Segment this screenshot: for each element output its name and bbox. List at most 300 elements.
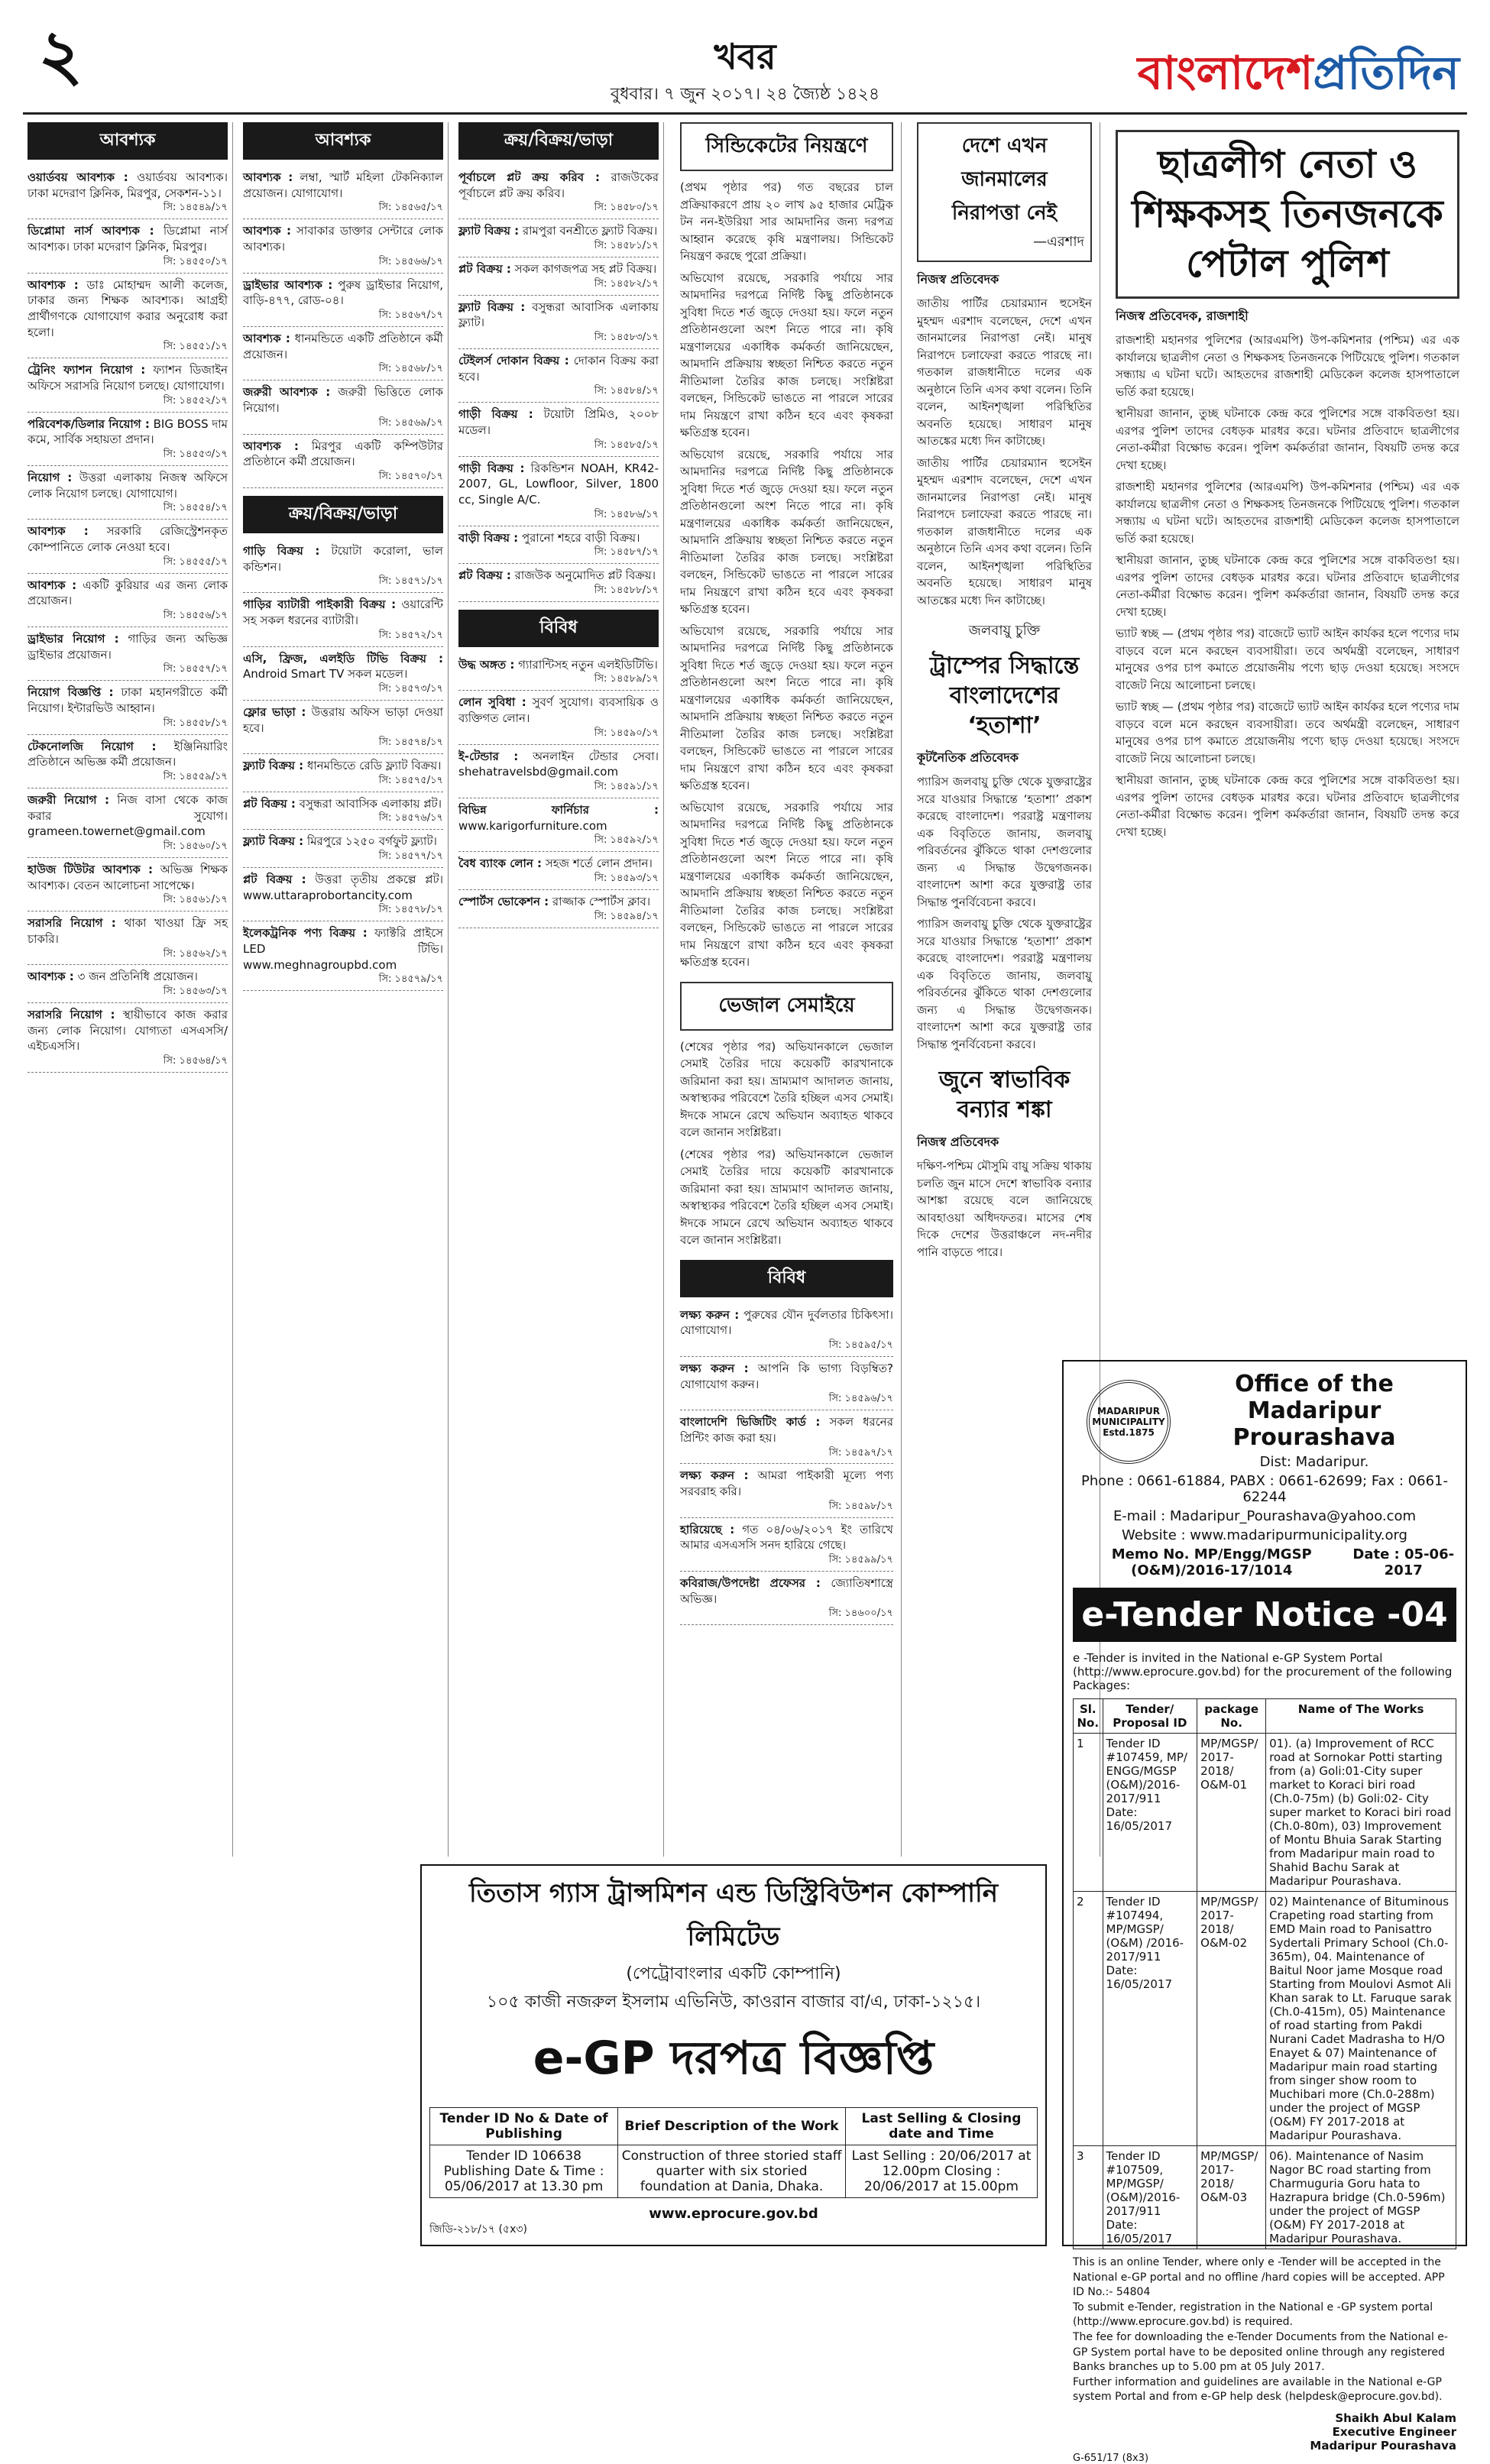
classified-ad bbox=[28, 858, 228, 911]
website-link[interactable]: www.eprocure.gov.bd bbox=[649, 2206, 818, 2222]
table-header: Brief Description of the Work bbox=[618, 2108, 846, 2145]
ad-list bbox=[458, 166, 659, 602]
classified-col-2 bbox=[238, 122, 449, 1857]
classified-ad bbox=[680, 1518, 893, 1572]
article-body bbox=[1116, 332, 1459, 840]
ad-text: ধানমন্ডিতে রেডি ফ্ল্যাট বিক্রয়। bbox=[306, 759, 442, 773]
signatory-name: Shaikh Abul Kalam bbox=[1335, 2411, 1456, 2425]
ad-heading: নিয়োগ বিজ্ঞপ্তি : bbox=[28, 685, 114, 700]
ad-heading: আবশ্যক : bbox=[243, 170, 293, 184]
classified-ad bbox=[458, 257, 659, 296]
email: E-mail : Madaripur_Pourashava@yahoo.com bbox=[1113, 1508, 1417, 1524]
ad-text: স্থায়ীভাবে কাজ করার জন্য লোক নিয়োগ। যোগ্যতা এসএসসি/এইচএসসি। bbox=[28, 1008, 228, 1054]
footnote: Further information and guidelines are available in the National e-GP system Portal and from e-GP help desk (helpdesk@eprocure.gov.bd). bbox=[1073, 2375, 1443, 2404]
signature-block bbox=[1073, 2411, 1456, 2453]
madaripur-tender-notice bbox=[1062, 1360, 1467, 2464]
table-cell: MP/MGSP/ 2017-2018/ O&M-02 bbox=[1197, 1892, 1266, 2146]
ad-heading: আবশ্যক : bbox=[28, 578, 77, 592]
dateline: বুধবার। ৭ জুন ২০১৭। ২৪ জ্যৈষ্ঠ ১৪২৪ bbox=[610, 85, 880, 104]
ad-code: G-651/17 (8x3) bbox=[1073, 2452, 1149, 2464]
ad-text: ওয়ার্ডবয় আবশ্যক। ঢাকা মদেরাণ ক্লিনিক, মিরপুর, সেকশন-১১। bbox=[28, 170, 228, 200]
ad-ref: সি: ১৪৫৮২/১৭ bbox=[594, 277, 659, 290]
ad-heading: জরুরী আবশ্যক : bbox=[243, 385, 331, 400]
classified-ad bbox=[458, 349, 659, 403]
ad-text: সরকারি রেজিস্ট্রেশনকৃত কোম্পানিতে লোক নেওয়া হবে। bbox=[28, 524, 228, 554]
ad-text: ডাঃ মোহাম্মদ আলী কলেজ, ঢাকার জন্য শিক্ষক আবশ্যক। আগ্রহী প্রার্থীগণকে যোগাযোগ করার অনুরোধ করা হলো। bbox=[28, 277, 228, 339]
col-header: ক্রয়/বিক্রয়/ভাড়া bbox=[243, 496, 443, 533]
col-header: ক্রয়/বিক্রয়/ভাড়া bbox=[458, 122, 659, 160]
ad-text: নিজ বাসা থেকে কাজ করার সুযোগ। grameen.towernet@gmail.com bbox=[28, 792, 228, 839]
district: Dist: Madaripur. bbox=[1259, 1454, 1369, 1470]
ad-ref: সি: ১৪৫৯৪/১৭ bbox=[594, 910, 659, 922]
ad-heading: গাড়ী বিক্রয় : bbox=[458, 461, 525, 475]
footnote: The fee for downloading the e-Tender Documents from the National e-GP System portal have to be deposited online through any registered Banks branches up to 5.00 pm at 05 July 2017. bbox=[1073, 2330, 1448, 2374]
classified-ad bbox=[28, 965, 228, 1003]
article-paragraph: জাতীয় পার্টির চেয়ারম্যান হুসেইন মুহম্মদ এরশাদ বলেছেন, দেশে এখন জানমালের নিরাপত্তা নেই। মানুষ নিরাপদে চলাফেরা করতে পারছে না। গতকাল রাজধানীতে দলের এক অনুষ্ঠানে তিনি এসব কথা বলেন। তিনি বলেন, আইনশৃঙ্খলা পরিস্থিতির অবনতি হয়েছে। সাধারণ মানুষ আতঙ্কের মধ্যে দিন কাটাচ্ছে। bbox=[917, 296, 1092, 448]
table-cell: Tender ID #107509, MP/MGSP/ (O&M)/2016-2017/911 Date: 16/05/2017 bbox=[1103, 2146, 1197, 2249]
byline: কূটনৈতিক প্রতিবেদক bbox=[917, 750, 1019, 765]
ad-text: ৩ জন প্রতিনিধি প্রয়োজন। bbox=[77, 970, 198, 984]
memo-line bbox=[1073, 1546, 1456, 1578]
ad-text: টয়োটা প্রিমিও, ২০০৮ মডেল। bbox=[458, 407, 659, 437]
notice-intro: e -Tender is invited in the National e-GP System Portal (http://www.eprocure.gov.bd) for the procurement of the following Packages: bbox=[1073, 1651, 1453, 1692]
ad-ref: সি: ১৪৫৫৩/১৭ bbox=[163, 448, 228, 460]
tender-footnotes bbox=[1073, 2255, 1456, 2405]
ad-heading: ফ্ল্যাট বিক্রয় : bbox=[243, 834, 304, 849]
ad-heading: কবিরাজ/উপদেষ্টা প্রফেসর : bbox=[680, 1576, 821, 1591]
ad-text: ইঞ্জিনিয়ারিং প্রতিষ্ঠানে অভিজ্ঞ কর্মী প্রয়োজন। bbox=[28, 739, 228, 769]
ad-ref: সি: ১৪৫৮০/১৭ bbox=[594, 202, 659, 214]
article-paragraph: অভিযোগ রয়েছে, সরকারি পর্যায়ে সার আমদানির দরপত্রে নির্দিষ্ট কিছু প্রতিষ্ঠানকে সুবিধা দিতে শর্ত জুড়ে দেওয়া হয়। ফলে নতুন প্রতিষ্ঠানগুলো অংশ নিতে পারে না। কৃষি মন্ত্রণালয়ের একাধিক কর্মকর্তা জানিয়েছেন, আমদানি প্রক্রিয়ায় স্বচ্ছতা নিশ্চিত করতে নতুন নীতিমালা তৈরির কাজ চলছে। সংশ্লিষ্টরা বলছেন, সিন্ডিকেট ভাঙতে না পারলে সারের দাম নিয়ন্ত্রণে রাখা কঠিন হবে এবং কৃষকরা ক্ষতিগ্রস্ত হবেন। bbox=[680, 270, 893, 439]
ad-heading: ওয়ার্ডবয় আবশ্যক : bbox=[28, 170, 128, 184]
ad-heading: ফ্ল্যাট বিক্রয় : bbox=[458, 224, 520, 238]
classified-ad bbox=[28, 1003, 228, 1073]
article-paragraph: দক্ষিণ-পশ্চিম মৌসুমি বায়ু সক্রিয় থাকায় চলতি জুন মাসে দেশে স্বাভাবিক বন্যার আশঙ্কা রয়েছে বলে জানিয়েছে আবহাওয়া অধিদফতর। মাসের শেষ দিকে দেশের উত্তরাঞ্চলে নদ-নদীর পানি বাড়তে পারে। bbox=[917, 1159, 1092, 1259]
section-title: খবর bbox=[714, 36, 776, 77]
ad-ref: সি: ১৪৫৬১/১৭ bbox=[163, 894, 228, 906]
ad-ref: সি: ১৪৫৯৫/১৭ bbox=[828, 1339, 893, 1351]
ad-heading: হারিয়েছে : bbox=[680, 1522, 735, 1536]
byline: নিজস্ব প্রতিবেদক, রাজশাহী bbox=[1116, 309, 1249, 323]
classified-ad bbox=[28, 681, 228, 734]
ad-text: সকল ধরনের প্রিন্টিং কাজ করা হয়। bbox=[680, 1415, 893, 1445]
classified-ad bbox=[458, 403, 659, 456]
ad-ref: সি: ১৪৫৭৪/১৭ bbox=[378, 737, 443, 749]
ad-ref: সি: ১৪৫৭৭/১৭ bbox=[378, 850, 443, 863]
table-cell: 02) Maintenance of Bituminous Crapeting road starting from EMD Main road to Panisattro Sydertali Primary School (Ch.0-365m), 04. Maintenance of Baitul Noor jame Mosque road Starting from Moulovi Asmot Ali Khan sarak to Lt. Faruque sarak (Ch.0-415m), 05) Maintenance of road starting from Pakdi Nurani Cadet Madrasha to H/O Enayet & 07) Maintenance of Madaripur main road starting from singer show room to Muchibari more (Ch.0-288m) under the project of MGSP (O&M) FY 2017-2018 at Madaripur Pourashava. bbox=[1266, 1892, 1456, 2146]
article-body bbox=[680, 179, 893, 971]
ad-heading: ইলেকট্রনিক পণ্য বিক্রয় : bbox=[243, 926, 368, 941]
kicker: জলবায়ু চুক্তি bbox=[968, 623, 1041, 639]
ad-ref: সি: ১৪৫৬৩/১৭ bbox=[163, 986, 228, 998]
classified-ad bbox=[680, 1303, 893, 1357]
ad-ref: সি: ১৪৫৯২/১৭ bbox=[594, 834, 659, 847]
lead-headline: ছাত্রলীগ নেতা ও শিক্ষকসহ তিনজনকে পেটাল পুলিশ bbox=[1116, 130, 1459, 299]
table-header: Sl. No. bbox=[1074, 1699, 1103, 1734]
egp-title: e-GP দরপত্র বিজ্ঞপ্তি bbox=[533, 2032, 934, 2085]
ad-text: থাকা খাওয়া ফ্রি সহ চাকরি। bbox=[28, 916, 228, 946]
ad-list bbox=[243, 166, 443, 488]
classified-ad bbox=[458, 219, 659, 257]
ad-text: বসুন্ধরা আবাসিক এলাকায় ফ্ল্যাট। bbox=[458, 300, 659, 330]
classified-ad bbox=[458, 890, 659, 928]
classified-ad bbox=[243, 219, 443, 273]
table-cell: 2 bbox=[1074, 1892, 1103, 2146]
classified-ad bbox=[458, 691, 659, 744]
table-cell: MP/MGSP/ 2017-2018/ O&M-03 bbox=[1197, 2146, 1266, 2249]
ad-text: গাড়ির জন্য অভিজ্ঞ ড্রাইভার প্রয়োজন। bbox=[28, 631, 228, 662]
classified-ad bbox=[680, 1410, 893, 1464]
classified-ad bbox=[28, 219, 228, 273]
ad-heading: ফ্ল্যাট বিক্রয় : bbox=[458, 300, 526, 314]
table-header: Last Selling & Closing date and Time bbox=[845, 2108, 1037, 2145]
classified-ad bbox=[28, 520, 228, 573]
ad-ref: সি: ১৪৬০০/১৭ bbox=[828, 1608, 893, 1620]
ad-heading: বৈধ ব্যাংক লোন : bbox=[458, 856, 543, 871]
ad-ref: সি: ১৪৫৫২/১৭ bbox=[163, 394, 228, 406]
ad-heading: লক্ষ্য করুন : bbox=[680, 1307, 740, 1322]
article-paragraph: স্থানীয়রা জানান, তুচ্ছ ঘটনাকে কেন্দ্র করে পুলিশের সঙ্গে বাকবিতণ্ডা হয়। এরপর পুলিশ তাদের বেধড়ক মারধর করে। ঘটনার প্রতিবাদে ছাত্রলীগের নেতা-কর্মীরা বিক্ষোভ করেন। পুলিশ কর্মকর্তারা জানান, বিষয়টি তদন্ত করে দেখা হচ্ছে। bbox=[1116, 773, 1459, 839]
ad-text: মিরপুর একটি কম্পিউটার প্রতিষ্ঠানে কর্মী প্রয়োজন। bbox=[243, 439, 443, 469]
classified-ad bbox=[458, 526, 659, 565]
ad-heading: এসি, ফ্রিজ, এলইডি টিভি বিক্রয় : bbox=[243, 651, 443, 665]
masthead bbox=[23, 15, 1467, 115]
article-title: সিন্ডিকেটের নিয়ন্ত্রণে bbox=[680, 122, 893, 171]
ad-heading: নিয়োগ : bbox=[28, 470, 73, 484]
article-paragraph: স্থানীয়রা জানান, তুচ্ছ ঘটনাকে কেন্দ্র করে পুলিশের সঙ্গে বাকবিতণ্ডা হয়। এরপর পুলিশ তাদের বেধড়ক মারধর করে। ঘটনার প্রতিবাদে ছাত্রলীগের নেতা-কর্মীরা বিক্ষোভ করেন। পুলিশ কর্মকর্তারা জানান, বিষয়টি তদন্ত করে দেখা হচ্ছে। bbox=[1116, 553, 1459, 619]
ad-heading: আবশ্যক : bbox=[28, 277, 79, 292]
page-number: ২ bbox=[38, 15, 83, 96]
ad-ref: সি: ১৪৫৮৮/১৭ bbox=[594, 584, 659, 596]
classified-ad bbox=[243, 921, 443, 991]
ad-heading: পূর্বাচলে প্লট ক্রয় করিব : bbox=[458, 170, 601, 184]
ad-heading: ফ্ল্যাট বিক্রয় : bbox=[243, 759, 304, 773]
ad-text: রাজ্জাক স্পোর্টস ক্লাব। bbox=[552, 894, 651, 908]
article-paragraph: অভিযোগ রয়েছে, সরকারি পর্যায়ে সার আমদানির দরপত্রে নির্দিষ্ট কিছু প্রতিষ্ঠানকে সুবিধা দিতে শর্ত জুড়ে দেওয়া হয়। ফলে নতুন প্রতিষ্ঠানগুলো অংশ নিতে পারে না। কৃষি মন্ত্রণালয়ের একাধিক কর্মকর্তা জানিয়েছেন, আমদানি প্রক্রিয়ায় স্বচ্ছতা নিশ্চিত করতে নতুন নীতিমালা তৈরির কাজ চলছে। সংশ্লিষ্টরা বলছেন, সিন্ডিকেট ভাঙতে না পারলে সারের দাম নিয়ন্ত্রণে রাখা কঠিন হবে এবং কৃষকরা ক্ষতিগ্রস্ত হবেন। bbox=[680, 447, 893, 616]
classified-ad bbox=[458, 296, 659, 349]
ad-text: টয়োটা করোলা, ভাল কন্ডিশন। bbox=[243, 543, 443, 574]
ad-text: রামপুরা বনশ্রীতে ফ্ল্যাট বিক্রয়। bbox=[522, 224, 658, 238]
ad-text: জরুরী ভিত্তিতে লোক নিয়োগ। bbox=[243, 385, 443, 415]
table-row bbox=[430, 2145, 1038, 2198]
ad-text: অভিজ্ঞ শিক্ষক আবশ্যক। বেতন আলোচনা সাপেক্ষে। bbox=[28, 862, 228, 892]
ad-text: ধানমন্ডিতে একটি প্রতিষ্ঠানে কর্মী প্রয়োজন। bbox=[243, 331, 443, 361]
table-cell: Construction of three storied staff quarter with six storied foundation at Dania, Dhaka. bbox=[618, 2145, 846, 2198]
ad-ref: সি: ১৪৫৭৩/১৭ bbox=[378, 682, 443, 695]
ad-ref: সি: ১৪৫৫৪/১৭ bbox=[163, 502, 228, 514]
ad-text: আপনি কি ভাগ্য বিড়ম্বিত? যোগাযোগ করুন। bbox=[680, 1361, 893, 1391]
article-paragraph: প্যারিস জলবায়ু চুক্তি থেকে যুক্তরাষ্ট্রের সরে যাওয়ার সিদ্ধান্তে ‘হতাশা’ প্রকাশ করেছে বাংলাদেশ। পররাষ্ট্র মন্ত্রণালয় এক বিবৃতিতে জানায়, জলবায়ু পরিবর্তনের ঝুঁকিতে থাকা দেশগুলোর জন্য এ সিদ্ধান্ত উদ্বেগজনক। বাংলাদেশ আশা করে যুক্তরাষ্ট্র তার সিদ্ধান্ত পুনর্বিবেচনা করবে। bbox=[917, 917, 1092, 1051]
ad-heading: বাংলাদেশি ভিজিটিং কার্ড : bbox=[680, 1415, 821, 1430]
ad-ref: সি: ১৪৫৬২/১৭ bbox=[163, 947, 228, 960]
article-paragraph: (শেষের পৃষ্ঠার পর) অভিযানকালে ভেজাল সেমাই তৈরির দায়ে কয়েকটি কারখানাকে জরিমানা করা হয়। ভ্রাম্যমাণ আদালত জানায়, অস্বাস্থ্যকর পরিবেশে তৈরি হচ্ছিল এসব সেমাই। ঈদকে সামনে রেখে অভিযান অব্যাহত থাকবে বলে জানান সংশ্লিষ্টরা। bbox=[680, 1147, 893, 1247]
ad-heading: লোন সুবিধা : bbox=[458, 695, 526, 710]
article-paragraph: স্থানীয়রা জানান, তুচ্ছ ঘটনাকে কেন্দ্র করে পুলিশের সঙ্গে বাকবিতণ্ডা হয়। এরপর পুলিশ তাদের বেধড়ক মারধর করে। ঘটনার প্রতিবাদে ছাত্রলীগের নেতা-কর্মীরা বিক্ষোভ করেন। পুলিশ কর্মকর্তারা জানান, বিষয়টি তদন্ত করে দেখা হচ্ছে। bbox=[1116, 406, 1459, 472]
lead-article bbox=[1108, 122, 1467, 1352]
ad-ref: সি: ১৪৫৯৩/১৭ bbox=[594, 873, 659, 884]
ad-code: জিডি-২১৮/১৭ (৫x৩) bbox=[429, 2223, 527, 2236]
classified-ad bbox=[243, 792, 443, 831]
classified-ad bbox=[28, 413, 228, 466]
ad-heading: প্লট বিক্রয় : bbox=[243, 873, 306, 886]
company-sub: (পেট্রোবাংলার একটি কোম্পানি) bbox=[626, 1964, 841, 1983]
ad-text: লম্বা, স্মার্ট মহিলা টেকনিক্যাল প্রয়োজন। যোগাযোগ। bbox=[243, 170, 443, 200]
egp-table bbox=[429, 2107, 1038, 2198]
classified-ad bbox=[243, 868, 443, 921]
ad-heading: গাড়ী বিক্রয় : bbox=[458, 407, 533, 422]
classified-ad bbox=[243, 754, 443, 792]
classified-ad bbox=[28, 274, 228, 359]
ad-ref: সি: ১৪৫৫৭/১৭ bbox=[163, 663, 228, 675]
ad-heading: টেইলর্স দোকান বিক্রয় : bbox=[458, 353, 569, 367]
classified-ad bbox=[28, 911, 228, 965]
classified-ad bbox=[28, 574, 228, 627]
notice-title: e-Tender Notice -04 bbox=[1073, 1588, 1456, 1642]
ad-text: বসুন্ধরা আবাসিক এলাকায় প্লট। bbox=[299, 796, 442, 811]
ad-ref: সি: ১৪৫৬৫/১৭ bbox=[378, 202, 443, 214]
footnote: To submit e-Tender, registration in the National e -GP system portal (http://www.eprocure.gov.bd) is required. bbox=[1073, 2300, 1433, 2329]
classified-ad bbox=[28, 166, 228, 219]
ad-heading: গাড়ি বিক্রয় : bbox=[243, 543, 320, 558]
ad-heading: ড্রাইভার আবশ্যক : bbox=[243, 277, 333, 292]
memo-date: Date : 05-06-2017 bbox=[1352, 1546, 1455, 1578]
ad-heading: ই-টেন্ডার : bbox=[458, 749, 519, 763]
ad-text: একটি কুরিয়ার এর জন্য লোক প্রয়োজন। bbox=[28, 578, 228, 608]
ad-ref: সি: ১৪৫৮৬/১৭ bbox=[594, 508, 659, 520]
ad-ref: সি: ১৪৫৯০/১৭ bbox=[594, 727, 659, 739]
col-header: আবশ্যক bbox=[243, 122, 443, 160]
classified-ad bbox=[28, 358, 228, 412]
ad-heading: টেকনোলজি নিয়োগ : bbox=[28, 739, 157, 753]
ad-ref: সি: ১৪৫৬৯/১৭ bbox=[378, 416, 443, 429]
ad-text: সকল কাগজপত্র সহ প্লট বিক্রয়। bbox=[514, 261, 657, 276]
classified-ad bbox=[458, 166, 659, 219]
ad-ref: সি: ১৪৫৯৭/১৭ bbox=[828, 1446, 893, 1459]
table-cell: Tender ID #107494, MP/MGSP/ (O&M) /2016-2017/911 Date: 16/05/2017 bbox=[1103, 1892, 1197, 2146]
footnote: This is an online Tender, where only e -Tender will be accepted in the National e-GP portal and no offline /hard copies will be accepted. APP ID No.:- 54804 bbox=[1073, 2256, 1445, 2299]
ad-ref: সি: ১৪৫৮১/১৭ bbox=[594, 240, 659, 251]
classified-ad bbox=[458, 564, 659, 602]
ad-text: দোকান বিক্রয় করা হবে। bbox=[458, 353, 659, 384]
ad-heading: প্লট বিক্রয় : bbox=[243, 796, 296, 811]
ad-heading: আবশ্যক : bbox=[28, 524, 89, 539]
ad-ref: সি: ১৪৫৭৫/১৭ bbox=[378, 774, 443, 786]
ad-text: গত ০৪/০৬/২০১৭ ইং তারিখে আমার এসএসসি সনদ হারিয়ে গেছে। bbox=[680, 1522, 893, 1553]
ad-heading: উদ্ধ অঙ্গত : bbox=[458, 657, 515, 672]
article-body bbox=[917, 773, 1092, 1053]
website: Website : www.madaripurmunicipality.org bbox=[1122, 1527, 1407, 1543]
ad-ref: সি: ১৪৫৭৬/১৭ bbox=[378, 812, 443, 824]
ad-list bbox=[458, 653, 659, 928]
brand-part-a: বাংলাদেশ bbox=[1137, 47, 1313, 100]
ad-text: গ্যারান্টিসহ নতুন এলইডিটিভি। bbox=[518, 657, 658, 672]
ad-ref: সি: ১৪৫৯৯/১৭ bbox=[828, 1554, 893, 1566]
table-row bbox=[1074, 1734, 1456, 1892]
ad-text: ডিপ্লোমা নার্স আবশ্যক। ঢাকা মদেরাণ ক্লিনিক, মিরপুর। bbox=[28, 224, 228, 254]
table-cell: Tender ID #107459, MP/ ENGG/MGSP (O&M)/2016-2017/911 Date: 16/05/2017 bbox=[1103, 1734, 1197, 1892]
ad-heading: আবশ্যক : bbox=[243, 439, 299, 453]
article-paragraph: অভিযোগ রয়েছে, সরকারি পর্যায়ে সার আমদানির দরপত্রে নির্দিষ্ট কিছু প্রতিষ্ঠানকে সুবিধা দিতে শর্ত জুড়ে দেওয়া হয়। ফলে নতুন প্রতিষ্ঠানগুলো অংশ নিতে পারে না। কৃষি মন্ত্রণালয়ের একাধিক কর্মকর্তা জানিয়েছেন, আমদানি প্রক্রিয়ায় স্বচ্ছতা নিশ্চিত করতে নতুন নীতিমালা তৈরির কাজ চলছে। সংশ্লিষ্টরা বলছেন, সিন্ডিকেট ভাঙতে না পারলে সারের দাম নিয়ন্ত্রণে রাখা কঠিন হবে এবং কৃষকরা ক্ষতিগ্রস্ত হবেন। bbox=[680, 800, 893, 969]
ad-ref: সি: ১৪৫৮৭/১৭ bbox=[594, 546, 659, 559]
brand-part-b: প্রতিদিন bbox=[1313, 47, 1459, 100]
signatory-title: Executive Engineer bbox=[1332, 2424, 1456, 2439]
company-name: তিতাস গ্যাস ট্রান্সমিশন এন্ড ডিস্ট্রিবিউশন কোম্পানি লিমিটেড bbox=[468, 1878, 998, 1952]
classified-ad bbox=[28, 466, 228, 520]
ad-text: রাজউকের পূর্বাচলে প্লট ক্রয় করিব। bbox=[458, 170, 659, 200]
ad-heading: ট্রেনিং ফ্যাশন নিয়োগ : bbox=[28, 363, 146, 377]
classified-ad bbox=[458, 852, 659, 890]
ad-ref: সি: ১৪৫৮৫/১৭ bbox=[594, 439, 659, 451]
ad-text: উত্তরা এলাকায় নিজস্ব অফিসে লোক নিয়োগ চলছে। যোগাযোগ। bbox=[28, 470, 228, 500]
ad-ref: সি: ১৪৫৮৯/১৭ bbox=[594, 673, 659, 685]
article-paragraph: প্যারিস জলবায়ু চুক্তি থেকে যুক্তরাষ্ট্রের সরে যাওয়ার সিদ্ধান্তে ‘হতাশা’ প্রকাশ করেছে বাংলাদেশ। পররাষ্ট্র মন্ত্রণালয় এক বিবৃতিতে জানায়, জলবায়ু পরিবর্তনের ঝুঁকিতে থাকা দেশগুলোর জন্য এ সিদ্ধান্ত উদ্বেগজনক। বাংলাদেশ আশা করে যুক্তরাষ্ট্র তার সিদ্ধান্ত পুনর্বিবেচনা করবে। bbox=[917, 775, 1092, 909]
ad-ref: সি: ১৪৫৫৮/১৭ bbox=[163, 717, 228, 729]
article-paragraph: অভিযোগ রয়েছে, সরকারি পর্যায়ে সার আমদানির দরপত্রে নির্দিষ্ট কিছু প্রতিষ্ঠানকে সুবিধা দিতে শর্ত জুড়ে দেওয়া হয়। ফলে নতুন প্রতিষ্ঠানগুলো অংশ নিতে পারে না। কৃষি মন্ত্রণালয়ের একাধিক কর্মকর্তা জানিয়েছেন, আমদানি প্রক্রিয়ায় স্বচ্ছতা নিশ্চিত করতে নতুন নীতিমালা তৈরির কাজ চলছে। সংশ্লিষ্টরা বলছেন, সিন্ডিকেট ভাঙতে না পারলে সারের দাম নিয়ন্ত্রণে রাখা কঠিন হবে এবং কৃষকরা ক্ষতিগ্রস্ত হবেন। bbox=[680, 623, 893, 792]
classified-col-3 bbox=[454, 122, 664, 1857]
ad-text: অনলাইন টেন্ডার সেবা। shehatravelsbd@gmail.com bbox=[458, 749, 659, 779]
table-row bbox=[1074, 2146, 1456, 2249]
article-paragraph: জাতীয় পার্টির চেয়ারম্যান হুসেইন মুহম্মদ এরশাদ বলেছেন, দেশে এখন জানমালের নিরাপত্তা নেই। মানুষ নিরাপদে চলাফেরা করতে পারছে না। গতকাল রাজধানীতে দলের এক অনুষ্ঠানে তিনি এসব কথা বলেন। তিনি বলেন, আইনশৃঙ্খলা পরিস্থিতির অবনতি হয়েছে। সাধারণ মানুষ আতঙ্কের মধ্যে দিন কাটাচ্ছে। bbox=[917, 455, 1092, 607]
ad-ref: সি: ১৪৫৬০/১৭ bbox=[163, 840, 228, 852]
classified-col-1 bbox=[23, 122, 233, 1857]
syndicate-article bbox=[672, 122, 902, 1857]
ad-ref: সি: ১৪৫৪৯/১৭ bbox=[163, 202, 228, 214]
municipality-seal-icon: MADARIPUR MUNICIPALITY Estd.1875 bbox=[1087, 1380, 1171, 1464]
col-header: বিবিধ bbox=[680, 1260, 893, 1297]
ad-text: পুরুষের যৌন দুর্বলতার চিকিৎসা। যোগাযোগ। bbox=[680, 1307, 893, 1338]
col-header: বিবিধ bbox=[458, 610, 659, 647]
classified-ad bbox=[243, 435, 443, 488]
ad-heading: লক্ষ্য করুন : bbox=[680, 1468, 749, 1483]
ad-heading: পরিবেশক/ডিলার নিয়োগ : bbox=[28, 416, 150, 431]
col-header: আবশ্যক bbox=[28, 122, 228, 160]
ad-text: রাজউক অনুমোদিত প্লট বিক্রয়। bbox=[514, 568, 656, 583]
ad-ref: সি: ১৪৫৯৬/১৭ bbox=[828, 1393, 893, 1405]
ad-text: আমরা পাইকারী মূল্যে পণ্য সরবরাহ করি। bbox=[680, 1468, 893, 1499]
ad-ref: সি: ১৪৫৯১/১৭ bbox=[594, 781, 659, 793]
company-address: ১০৫ কাজী নজরুল ইসলাম এভিনিউ, কাওরান বাজার বা/এ, ঢাকা-১২১৫। bbox=[486, 1993, 981, 2012]
titas-egp-ad bbox=[420, 1864, 1047, 2246]
ad-heading: সরাসরি নিয়োগ : bbox=[28, 916, 116, 931]
ad-text: ঢাকা মহানগরীতে কর্মী নিয়োগ। ইন্টারভিউ আহ্বান। bbox=[28, 685, 228, 715]
ad-ref: সি: ১৪৫৭৮/১৭ bbox=[378, 904, 443, 916]
classified-ad bbox=[243, 380, 443, 434]
table-header: package No. bbox=[1197, 1699, 1266, 1734]
ad-text: জ্যোতিষশাস্ত্রে অভিজ্ঞ। bbox=[680, 1576, 893, 1606]
classified-section bbox=[23, 122, 665, 1857]
ad-heading: প্লট বিক্রয় : bbox=[458, 261, 511, 276]
classified-ad bbox=[243, 593, 443, 646]
ad-list bbox=[243, 539, 443, 991]
classified-ad bbox=[28, 627, 228, 681]
signatory-org: Madaripur Pourashava bbox=[1310, 2438, 1456, 2453]
ad-heading: সরাসরি নিয়োগ : bbox=[28, 1008, 115, 1022]
brand-logo bbox=[1138, 38, 1459, 115]
table-row bbox=[1074, 1892, 1456, 2146]
tender-table bbox=[1073, 1698, 1456, 2249]
headline: জুনে স্বাভাবিক বন্যার শঙ্কা bbox=[938, 1067, 1071, 1123]
ad-ref: সি: ১৪৫৫৫/১৭ bbox=[163, 555, 228, 568]
table-cell: 01). (a) Improvement of RCC road at Sornokar Potti starting from (a) Goli:01-City super market to Koraci biri road (Ch.0-75m) (b) Goli:02- City super market to Koraci biri road (Ch.0-80m), 03) Improvement of Montu Bhuia Sarak Starting from Madaripur main road to Shahid Bachu Sarak at Madaripur Pourashava. bbox=[1266, 1734, 1456, 1892]
ad-ref: সি: ১৪৫৫০/১৭ bbox=[163, 255, 228, 267]
classified-ad bbox=[243, 647, 443, 701]
ad-ref: সি: ১৪৫৭০/১৭ bbox=[378, 470, 443, 482]
ad-ref: সি: ১৪৫৬৬/১৭ bbox=[378, 255, 443, 267]
article-paragraph: রাজশাহী মহানগর পুলিশের (আরএমপি) উপ-কমিশনার (পশ্চিম) এর এক কার্যালয়ে ছাত্রলীগ নেতা ও শিক্ষকসহ তিনজনকে পিটিয়েছে পুলিশ। গতকাল সন্ধ্যায় এ ঘটনা ঘটে। আহতদের রাজশাহী মেডিকেল কলেজ হাসপাতালে ভর্তি করা হয়েছে। bbox=[1116, 480, 1459, 546]
classified-ad bbox=[458, 798, 659, 852]
table-cell: Last Selling : 20/06/2017 at 12.00pm Closing : 20/06/2017 at 15.00pm bbox=[845, 2145, 1037, 2198]
ad-text: সুবর্ণ সুযোগ। ব্যবসায়িক ও ব্যক্তিগত লোন। bbox=[458, 695, 659, 726]
table-cell: 06). Maintenance of Nasim Nagor BC road starting from Charmuguria Goru hata to Hazrapura bridge (Ch.0-596m) under the project of MGSP (O&M) FY 2017-2018 at Madaripur Pourashava. bbox=[1266, 2146, 1456, 2249]
ad-heading: বাড়ী বিক্রয় : bbox=[458, 530, 519, 545]
classified-ad bbox=[458, 745, 659, 798]
ad-ref: সি: ১৪৫৭৯/১৭ bbox=[378, 973, 443, 986]
classified-ad bbox=[243, 166, 443, 219]
ad-text: পুরানো শহরে বাড়ী বিক্রয়। bbox=[521, 530, 640, 545]
ad-ref: সি: ১৪৫৬৭/১৭ bbox=[378, 309, 443, 321]
ad-text: www.karigorfurniture.com bbox=[458, 818, 607, 833]
ad-text: উত্তরা তৃতীয় প্রকল্পে প্লট। www.uttaraprobortancity.com bbox=[243, 873, 443, 902]
table-header: Tender/ Proposal ID bbox=[1103, 1699, 1197, 1734]
ad-heading: আবশ্যক : bbox=[243, 224, 291, 238]
ad-heading: বিভিন্ন ফার্নিচার : bbox=[458, 803, 659, 817]
article-title bbox=[917, 122, 1092, 262]
ad-heading: লক্ষ্য করুন : bbox=[680, 1361, 749, 1375]
ad-text: ফ্যাশন ডিজাইন অফিসে সরাসরি নিয়োগ চলছে। যোগাযোগ। bbox=[28, 363, 228, 393]
office-name: Office of the Madaripur Prourashava bbox=[1232, 1371, 1396, 1451]
classified-ad bbox=[680, 1464, 893, 1517]
ad-ref: সি: ১৪৫৮৪/১৭ bbox=[594, 385, 659, 397]
article-body bbox=[917, 1158, 1092, 1261]
ad-heading: গাড়ির ব্যাটারী পাইকারী বিক্রয় : bbox=[243, 597, 397, 612]
phone: Phone : 0661-61884, PABX : 0661-62699; Fax : 0661-62244 bbox=[1080, 1473, 1449, 1505]
ad-ref: সি: ১৪৫৫১/১৭ bbox=[163, 341, 228, 353]
ad-heading: ফ্লোর ভাড়া : bbox=[243, 704, 306, 719]
classified-ad bbox=[458, 653, 659, 691]
ad-text: ওয়ারেন্টি সহ সকল ধরনের ব্যাটারী। bbox=[243, 597, 443, 627]
classified-ad bbox=[680, 1357, 893, 1410]
ad-text: ফ্যাক্টরি প্রাইসে LED টিভি। www.meghnagroupbd.com bbox=[243, 926, 443, 972]
ad-heading: ড্রাইভার নিয়োগ : bbox=[28, 631, 119, 646]
headline: দেশে এখন জানমালের নিরাপত্তা নেই bbox=[951, 134, 1058, 225]
byline: নিজস্ব প্রতিবেদক bbox=[917, 1135, 999, 1149]
ad-text: Android Smart TV সকল মডেল। bbox=[243, 667, 408, 682]
table-cell: MP/MGSP/ 2017-2018/ O&M-01 bbox=[1197, 1734, 1266, 1892]
classified-ad bbox=[458, 457, 659, 526]
ad-ref: সি: ১৪৫৬৪/১৭ bbox=[163, 1055, 228, 1067]
ad-heading: আবশ্যক : bbox=[28, 970, 74, 984]
ad-heading: স্পোর্টস ভোকেশন : bbox=[458, 894, 549, 908]
classified-ad bbox=[243, 830, 443, 868]
article-paragraph: রাজশাহী মহানগর পুলিশের (আরএমপি) উপ-কমিশনার (পশ্চিম) এর এক কার্যালয়ে ছাত্রলীগ নেতা ও শিক্ষকসহ তিনজনকে পিটিয়েছে পুলিশ। গতকাল সন্ধ্যায় এ ঘটনা ঘটে। আহতদের রাজশাহী মেডিকেল কলেজ হাসপাতালে ভর্তি করা হয়েছে। bbox=[1116, 333, 1459, 399]
table-cell: 1 bbox=[1074, 1734, 1103, 1892]
article-body bbox=[680, 1038, 893, 1249]
ad-heading: আবশ্যক : bbox=[243, 331, 290, 345]
article-lead: (প্রথম পৃষ্ঠার পর) গত বছরের চাল প্রক্রিয়াকরণে প্রায় ২০ লাখ ৯৫ হাজার মেট্রিক টন নন-ইউরিয়া সার আমদানির জন্য দরপত্র আহ্বান করেছে কৃষি মন্ত্রণালয়। সিন্ডিকেট নিয়ন্ত্রণ করছে পুরো প্রক্রিয়া। bbox=[680, 180, 893, 263]
ad-text: BIG BOSS দাম কমে, সার্বিক সহায়তা প্রদান। bbox=[28, 416, 228, 447]
ad-ref: সি: ১৪৫৫৯/১৭ bbox=[163, 770, 228, 782]
article-body bbox=[917, 295, 1092, 609]
table-cell: 3 bbox=[1074, 2146, 1103, 2249]
classified-ad bbox=[243, 701, 443, 754]
ad-text: উত্তরায় অফিস ভাড়া দেওয়া হবে। bbox=[243, 704, 443, 735]
ad-ref: সি: ১৪৫৭২/১৭ bbox=[378, 629, 443, 641]
quote-author: —এরশাদ bbox=[1033, 234, 1084, 250]
ad-text: মিরপুরে ১২৫০ বর্গফুট ফ্ল্যাট। bbox=[306, 834, 437, 849]
ad-text: সহজ শর্তে লোন প্রদান। bbox=[545, 856, 653, 871]
headline: ট্রাম্পের সিদ্ধান্তে বাংলাদেশের ‘হতাশা’ bbox=[929, 652, 1080, 739]
article-paragraph: ভ্যাট স্বচ্ছ — (প্রথম পৃষ্ঠার পর) বাজেটে ভ্যাট আইন কার্যকর হলে পণ্যের দাম বাড়বে বলে মনে করছেন ব্যবসায়ীরা। তবে অর্থমন্ত্রী বলেছেন, সাধারণ মানুষের ওপর চাপ কমাতে প্রয়োজনীয় পণ্যে ছাড় দেওয়া হয়েছে। সংসদে বাজেট নিয়ে আলোচনা চলছে। bbox=[1116, 700, 1459, 766]
